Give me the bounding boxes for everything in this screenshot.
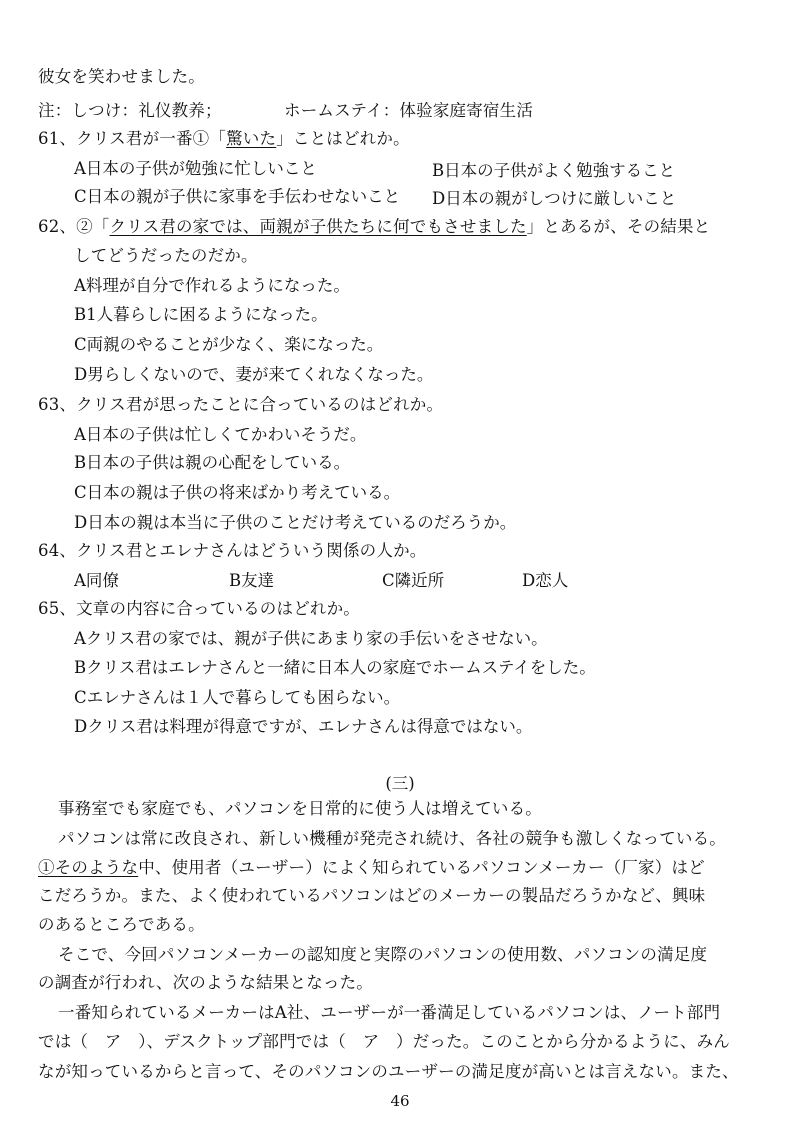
- choice-65-c: Cエレナさんは１人で暮らしても困らない。: [74, 688, 401, 707]
- question-62-continued: してどうだったのだか。: [74, 246, 258, 265]
- question-64: 64、クリス君とエレナさんはどういう関係の人か。: [38, 541, 427, 560]
- question-62: [38, 216, 710, 238]
- choice-63-a: A日本の子供は忙しくてかわいそうだ。: [74, 425, 367, 444]
- question-65: 65、文章の内容に合っているのはどれか。: [38, 599, 360, 618]
- choice-63-d: D日本の親は本当に子供のことだけ考えているのだろうか。: [74, 513, 517, 532]
- paragraph-line: 一番知られているメーカーはA社、ユーザーが一番満足しているパソコンは、ノート部門: [58, 1003, 721, 1022]
- section-heading: (三): [385, 774, 415, 793]
- choice-63-b: B日本の子供は親の心配をしている。: [74, 453, 351, 472]
- question-61-prefix: 61、クリス君が一番①「: [38, 129, 227, 148]
- choice-62-c: C両親のやることが少なく、楽になった。: [74, 335, 384, 354]
- choice-61-b: B日本の子供がよく勉強すること: [432, 161, 676, 180]
- question-61: [38, 128, 410, 150]
- choice-65-b: Bクリス君はエレナさんと一緒に日本人の家庭でホームステイをした。: [74, 658, 596, 677]
- choice-64-b: B友達: [229, 571, 275, 590]
- question-62-prefix: 62、②「: [38, 217, 110, 236]
- choice-63-c: C日本の親は子供の将来ばかり考えている。: [74, 483, 401, 502]
- choice-64-d: D恋人: [522, 571, 569, 590]
- choice-62-a: A料理が自分で作れるようになった。: [74, 276, 350, 295]
- paragraph-line: では（ ア ）、デスクトップ部門では（ ア ）だった。このことから分かるように、みん: [38, 1032, 730, 1051]
- choice-62-b: B1人暮らしに困るようになった。: [74, 305, 328, 324]
- question-63: 63、クリス君が思ったことに合っているのはどれか。: [38, 395, 444, 414]
- underlined-phrase: 驚いた: [226, 129, 277, 148]
- paragraph-line: そこで、今回パソコンメーカーの認知度と実際のパソコンの使用数、パソコンの満足度: [58, 945, 708, 964]
- note-homestay: ホームステイ：体验家庭寄宿生活: [284, 101, 534, 120]
- page-number: 46: [390, 1092, 410, 1110]
- paragraph-line: パソコンは常に改良され、新しい機種が発売され続け、各社の競争も激しくなっている。: [58, 829, 726, 848]
- underlined-phrase: クリス君の家では、両親が子供たちに何でもさせました: [109, 217, 527, 236]
- note-label: 注：しつけ：礼仪教养；: [38, 101, 222, 120]
- paragraph-line: 事務室でも家庭でも、パソコンを日常的に使う人は増えている。: [58, 799, 542, 818]
- choice-61-d: D日本の親がしつけに厳しいこと: [432, 189, 677, 208]
- text-line: 彼女を笑わせました。: [38, 67, 205, 86]
- choice-65-a: Aクリス君の家では、親が子供にあまり家の手伝いをさせない。: [74, 629, 548, 648]
- choice-61-c: C日本の親が子供に家事を手伝わせないこと: [74, 187, 401, 206]
- question-62-suffix: 」とあるが、その結果と: [526, 217, 711, 236]
- paragraph-line: のあるところである。: [38, 915, 205, 934]
- paragraph-line: [38, 857, 705, 879]
- paragraph-line: の調査が行われ、次のような結果となった。: [38, 973, 373, 992]
- underlined-phrase: ①そのような: [38, 858, 139, 877]
- question-61-suffix: 」ことはどれか。: [276, 129, 410, 148]
- choice-64-c: C隣近所: [382, 571, 445, 590]
- paragraph-line: なが知っているからと言って、そのパソコンのユーザーの満足度が高いとは言えない。また、: [38, 1062, 739, 1081]
- choice-61-a: A日本の子供が勉強に忙しいこと: [74, 159, 317, 178]
- choice-65-d: Dクリス君は料理が得意ですが、エレナさんは得意ではない。: [74, 717, 533, 736]
- paragraph-text: 中、使用者（ユーザー）によく知られているパソコンメーカー（厂家）はど: [138, 858, 705, 877]
- paragraph-line: こだろうか。また、よく使われているパソコンはどのメーカーの製品だろうかなど、興味: [38, 886, 706, 905]
- choice-62-d: D男らしくないので、妻が来てくれなくなった。: [74, 365, 434, 384]
- choice-64-a: A同僚: [74, 571, 119, 590]
